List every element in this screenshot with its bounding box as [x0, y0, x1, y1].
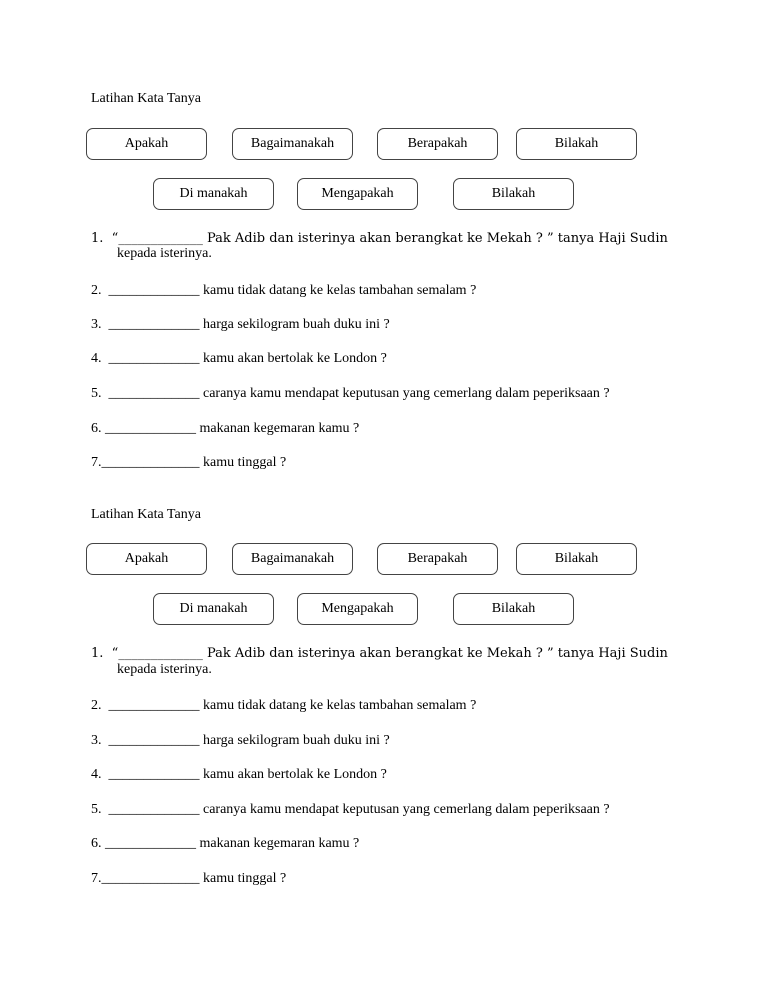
word-box-bagaimanakah: Bagaimanakah [232, 543, 353, 575]
word-box-apakah: Apakah [86, 128, 207, 160]
question-number: 4. [91, 351, 102, 366]
question-text: _____________ harga sekilogram buah duku ini ? [108, 733, 390, 748]
word-box-berapakah: Berapakah [377, 543, 498, 575]
question-text: “_____________ Pak Adib dan isterinya akan berangkat ke Mekah ? ” tanya Haji Sudin [111, 646, 668, 661]
word-box-bagaimanakah: Bagaimanakah [232, 128, 353, 160]
question-number: 5. [91, 802, 102, 817]
question-4 [91, 766, 387, 783]
question-3 [91, 732, 390, 749]
question-7 [91, 454, 286, 471]
question-text: _____________ makanan kegemaran kamu ? [105, 421, 360, 436]
question-5 [91, 385, 610, 402]
word-box-bilakah-2: Bilakah [453, 178, 574, 210]
word-box-bilakah-2: Bilakah [453, 593, 574, 625]
question-number: 7. [91, 871, 102, 886]
question-text: _____________ kamu akan bertolak ke London ? [108, 767, 387, 782]
question-number: 2. [91, 283, 102, 298]
word-box-mengapakah: Mengapakah [297, 593, 418, 625]
question-1-continuation: kepada isterinya. [117, 246, 212, 261]
question-number: 1. [91, 231, 104, 246]
question-text: _____________ makanan kegemaran kamu ? [105, 836, 360, 851]
question-number: 5. [91, 386, 102, 401]
question-text: ______________ kamu tinggal ? [101, 455, 287, 470]
question-1-continuation: kepada isterinya. [117, 662, 212, 677]
question-3 [91, 316, 390, 333]
section-title: Latihan Kata Tanya [91, 507, 201, 522]
question-text: _____________ caranya kamu mendapat keputusan yang cemerlang dalam peperiksaan ? [108, 802, 610, 817]
question-text: _____________ harga sekilogram buah duku ini ? [108, 317, 390, 332]
section-title: Latihan Kata Tanya [91, 91, 201, 106]
word-box-bilakah: Bilakah [516, 543, 637, 575]
word-box-mengapakah: Mengapakah [297, 178, 418, 210]
question-number: 6. [91, 836, 102, 851]
question-number: 4. [91, 767, 102, 782]
question-4 [91, 350, 387, 367]
question-6 [91, 835, 359, 852]
word-box-di-manakah: Di manakah [153, 593, 274, 625]
question-6 [91, 420, 359, 437]
question-number: 6. [91, 421, 102, 436]
question-number: 3. [91, 733, 102, 748]
question-7 [91, 870, 286, 887]
question-5 [91, 801, 610, 818]
word-box-apakah: Apakah [86, 543, 207, 575]
question-text: ______________ kamu tinggal ? [101, 871, 287, 886]
word-box-berapakah: Berapakah [377, 128, 498, 160]
question-text: _____________ kamu akan bertolak ke London ? [108, 351, 387, 366]
question-text: _____________ kamu tidak datang ke kelas tambahan semalam ? [108, 283, 477, 298]
question-number: 7. [91, 455, 102, 470]
word-box-di-manakah: Di manakah [153, 178, 274, 210]
question-text: “_____________ Pak Adib dan isterinya akan berangkat ke Mekah ? ” tanya Haji Sudin [111, 231, 668, 246]
question-text: _____________ caranya kamu mendapat keputusan yang cemerlang dalam peperiksaan ? [108, 386, 610, 401]
question-number: 2. [91, 698, 102, 713]
question-2 [91, 697, 476, 714]
question-number: 3. [91, 317, 102, 332]
question-1 [91, 230, 668, 247]
question-1 [91, 645, 668, 662]
word-box-bilakah: Bilakah [516, 128, 637, 160]
question-number: 1. [91, 646, 104, 661]
question-2 [91, 282, 476, 299]
question-text: _____________ kamu tidak datang ke kelas tambahan semalam ? [108, 698, 477, 713]
